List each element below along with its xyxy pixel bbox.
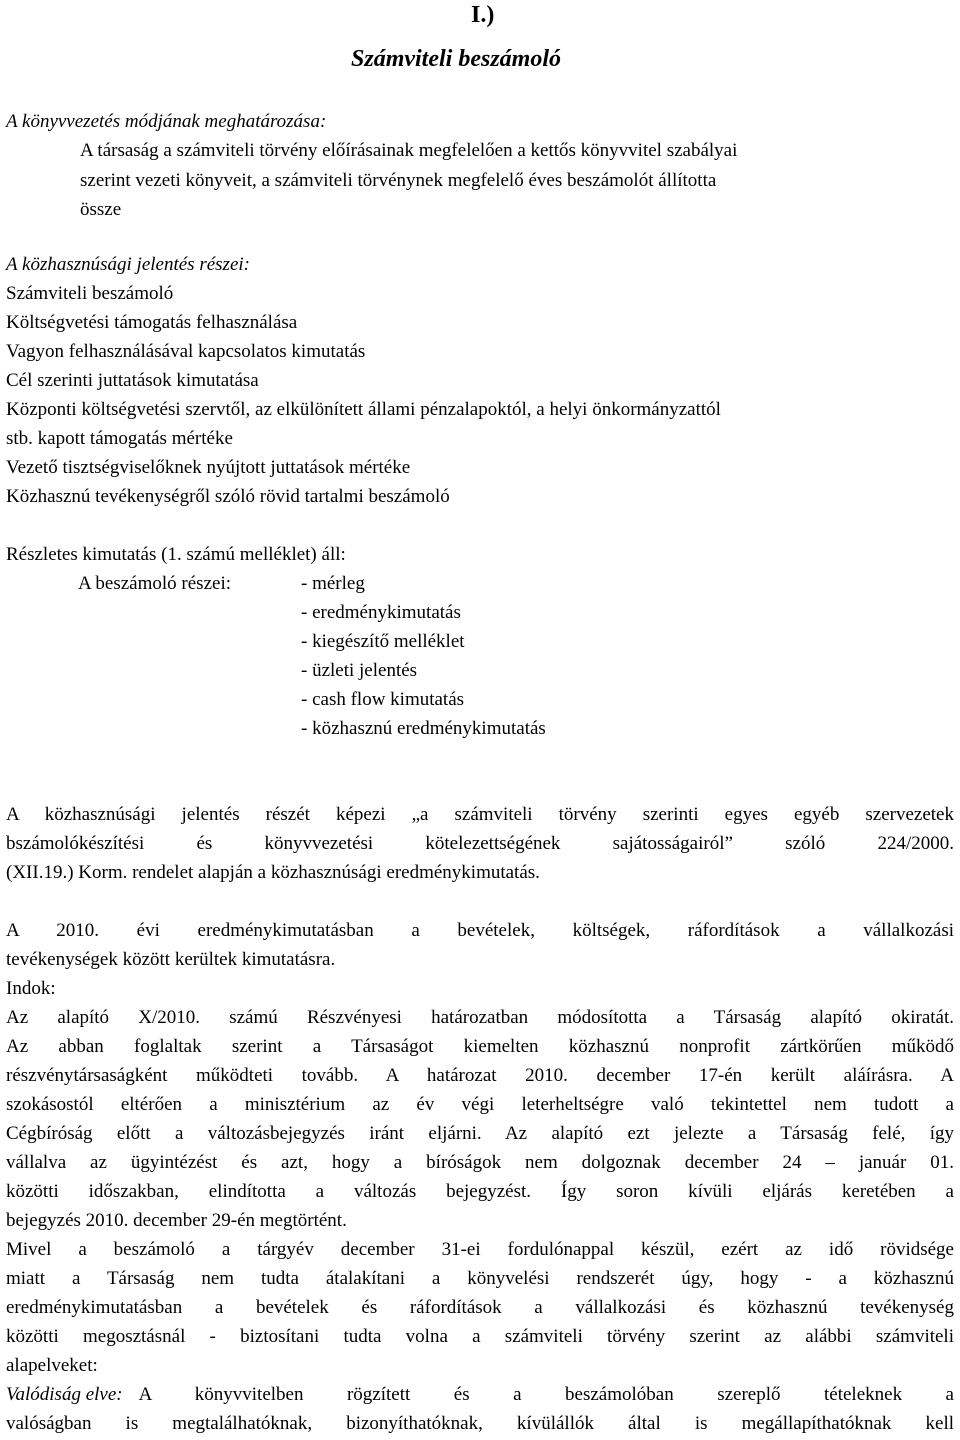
paragraph-line: szokásostól eltérően a minisztérium az év végi leterheltségre való tekintettel nem tudott a [6, 1094, 954, 1115]
principle-text: A könyvvitelben rögzített és a beszámolóban szereplő tételeknek a [138, 1384, 954, 1405]
paragraph-line: alapelveket: [6, 1355, 98, 1376]
report-part-item: - közhasznú eredménykimutatás [301, 718, 546, 739]
principle-line [6, 1384, 954, 1406]
public-benefit-item: Vezető tisztségviselőknek nyújtott juttatások mértéke [6, 457, 411, 478]
public-benefit-item: stb. kapott támogatás mértéke [6, 428, 233, 449]
public-benefit-heading: A közhasznúsági jelentés részei: [6, 254, 250, 275]
paragraph-line: közötti időszakban, elindította a változás bejegyzést. Így soron kívüli eljárás keretében a [6, 1181, 954, 1202]
public-benefit-item: Cél szerinti juttatások kimutatása [6, 370, 259, 391]
report-part-item: - cash flow kimutatás [301, 689, 465, 710]
paragraph-line: vállalva az ügyintézést és azt, hogy a bíróságok nem dolgoznak december 24 – január 01. [6, 1152, 954, 1173]
principle-label: Valódiság elve: [6, 1384, 123, 1405]
bookkeeping-text-line: A társaság a számviteli törvény előírásainak megfelelően a kettős könyvvitel szabályai [80, 140, 738, 161]
reason-label: Indok: [6, 978, 56, 999]
report-parts-label: A beszámoló részei: [78, 573, 232, 594]
report-part-item: - eredménykimutatás [301, 602, 461, 623]
section-number: I.) [471, 2, 495, 28]
report-part-item: - mérleg [301, 573, 365, 594]
bookkeeping-text-line: össze [80, 199, 122, 220]
paragraph-line: Az alapító X/2010. számú Részvényesi határozatban módosította a Társaság alapító okiratát. [6, 1007, 954, 1028]
bookkeeping-text-line: szerint vezeti könyveit, a számviteli törvénynek megfelelő éves beszámolót állította [80, 170, 717, 191]
paragraph-line: A 2010. évi eredménykimutatásban a bevételek, költségek, ráfordítások a vállalkozási [6, 920, 954, 941]
public-benefit-item: Vagyon felhasználásával kapcsolatos kimutatás [6, 341, 366, 362]
paragraph-line: Mivel a beszámoló a tárgyév december 31-ei fordulónappal készül, ezért az idő rövidsége [6, 1239, 954, 1260]
paragraph-line: bszámolókészítési és könyvvezetési kötelezettségének sajátosságairól” szóló 224/2000. [6, 833, 954, 854]
detailed-intro: Részletes kimutatás (1. számú melléklet) áll: [6, 544, 346, 565]
paragraph-line: A közhasznúsági jelentés részét képezi „a számviteli törvény szerinti egyes egyéb szervezetek [6, 804, 954, 825]
paragraph-line: részvénytársaságként működteti tovább. A határozat 2010. december 17-én került aláírásra. A [6, 1065, 954, 1086]
public-benefit-item: Számviteli beszámoló [6, 283, 174, 304]
public-benefit-item: Költségvetési támogatás felhasználása [6, 312, 298, 333]
paragraph-line: közötti megosztásnál - biztosítani tudta volna a számviteli törvény szerint az alábbi számviteli [6, 1326, 954, 1347]
principle-line: valóságban is megtalálhatóknak, bizonyíthatóknak, kívülállók által is megállapíthatóknak kell [6, 1413, 954, 1434]
report-part-item: - üzleti jelentés [301, 660, 418, 681]
paragraph-line: miatt a Társaság nem tudta átalakítani a könyvelési rendszerét úgy, hogy - a közhasznú [6, 1268, 954, 1289]
paragraph-line: tevékenységek között kerültek kimutatásra. [6, 949, 336, 970]
paragraph-line: Cégbíróság előtt a változásbejegyzés iránt eljárni. Az alapító ezt jelezte a Társaság felé, így [6, 1123, 954, 1144]
public-benefit-item: Közhasznú tevékenységről szóló rövid tartalmi beszámoló [6, 486, 450, 507]
paragraph-line: Az abban foglaltak szerint a Társaságot kiemelten közhasznú nonprofit zártkörűen működő [6, 1036, 954, 1057]
document-title: Számviteli beszámoló [351, 46, 561, 72]
paragraph-line: bejegyzés 2010. december 29-én megtörtént. [6, 1210, 347, 1231]
public-benefit-item: Központi költségvetési szervtől, az elkülönített állami pénzalapoktól, a helyi önkormányzattól [6, 399, 721, 420]
paragraph-line: eredménykimutatásban a bevételek és ráfordítások a vállalkozási és közhasznú tevékenység [6, 1297, 954, 1318]
bookkeeping-heading: A könyvvezetés módjának meghatározása: [6, 111, 327, 132]
paragraph-line: (XII.19.) Korm. rendelet alapján a közhasznúsági eredménykimutatás. [6, 862, 540, 883]
report-part-item: - kiegészítő melléklet [301, 631, 465, 652]
